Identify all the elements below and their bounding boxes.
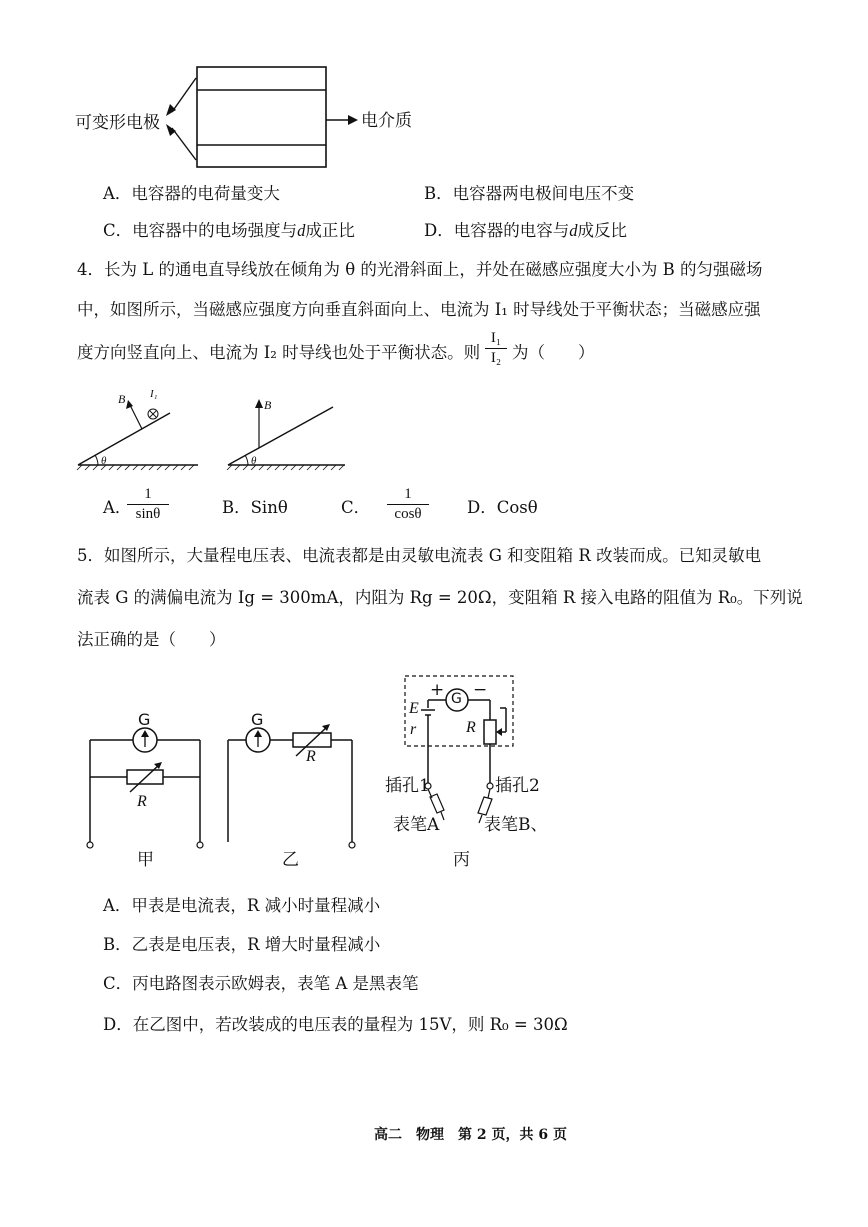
fig2-b-label: B [264, 398, 272, 412]
capacitor-figure [0, 0, 868, 170]
q3-option-a: A．电容器的电荷量变大 [103, 184, 280, 203]
q4-line-1: 4．长为 L 的通电直导线放在倾角为 θ 的光滑斜面上，并处在磁感应强度大小为 B 的匀强磁场 [77, 260, 763, 279]
fig1-b-label: B [118, 392, 126, 406]
q4-option-c-num: 1 [404, 486, 412, 502]
q3-option-c-suffix: 成正比 [305, 221, 355, 240]
q4-option-a-num: 1 [144, 486, 152, 502]
q4-option-c-fraction [387, 486, 429, 523]
jack-1-label: 插孔1 [385, 776, 430, 796]
fig-jia-g-label: G [138, 710, 151, 729]
q4-line-2: 中，如图所示，当磁感应强度方向垂直斜面向上、电流为 I₁ 时导线处于平衡状态；当磁感应强 [77, 300, 761, 319]
fig-bing-plus-label: + [430, 680, 445, 700]
fig1-i1-label: I₁ [150, 388, 158, 400]
q4-option-c-den: cosθ [394, 506, 422, 522]
fig-bing-caption: 丙 [453, 850, 470, 870]
fig-bing-r-label: R [466, 719, 476, 736]
fig1-theta-label: θ [101, 455, 107, 467]
q3-option-c-prefix: C．电容器中的电场强度与 [103, 221, 298, 240]
page-footer: 高二 物理 第 2 页，共 6 页 [374, 1127, 567, 1143]
fig-bing-r-internal-label: r [410, 721, 417, 738]
fig-bing-g-label: G [451, 691, 462, 707]
fig-bing-minus-label: − [473, 680, 488, 700]
q4-ratio-bar [485, 348, 507, 349]
q3-option-d-var: d [569, 221, 578, 240]
jack-2-label: 插孔2 [495, 776, 540, 796]
fig-yi-caption: 乙 [282, 850, 299, 870]
q4-line-3-end: 为（ ） [512, 343, 595, 362]
q4-line-3: 度方向竖直向上、电流为 I₂ 时导线也处于平衡状态。则 [77, 343, 481, 362]
probe-a-label: 表笔A [393, 815, 440, 835]
fig-yi-g-label: G [251, 710, 264, 729]
q4-option-b: B．Sinθ [222, 498, 288, 517]
q4-option-a-fraction [127, 486, 169, 523]
q3-option-c [103, 221, 355, 241]
q5-line-2: 流表 G 的满偏电流为 Ig = 300mA，内阻为 Rg = 20Ω，变阻箱 R 接入电路的阻值为 R₀。下列说 [77, 588, 803, 607]
q4-option-c-label: C． [341, 498, 371, 517]
incline-figures [0, 385, 868, 485]
electrode-label: 可变形电极 [75, 113, 160, 133]
fig-jia-caption: 甲 [137, 850, 154, 870]
q4-option-a-bar [127, 504, 169, 505]
fig-yi-r-label: R [306, 748, 316, 765]
q5-line-3: 法正确的是（ ） [77, 630, 226, 649]
fig2-theta-label: θ [251, 455, 257, 467]
q3-option-d [424, 221, 627, 241]
probe-b-label: 表笔B、 [484, 815, 548, 835]
q5-option-d: D．在乙图中，若改装成的电压表的量程为 15V，则 R₀ = 30Ω [103, 1015, 568, 1034]
q5-option-b: B．乙表是电压表，R 增大时量程减小 [103, 935, 381, 954]
fig-jia-r-label: R [137, 793, 147, 810]
q3-option-d-suffix: 成反比 [577, 221, 627, 240]
q4-option-d: D．Cosθ [467, 498, 538, 517]
q4-ratio-fraction [485, 330, 507, 367]
q3-option-c-var: d [297, 221, 306, 240]
q3-option-b: B．电容器两电极间电压不变 [424, 184, 635, 203]
q4-option-a-label: A． [103, 498, 132, 517]
fig-bing-e-label: E [409, 700, 419, 717]
q4-ratio-den: I₂ [490, 350, 502, 366]
q4-option-c-bar [387, 504, 429, 505]
q5-line-1: 5．如图所示，大量程电压表、电流表都是由灵敏电流表 G 和变阻箱 R 改装而成。已知灵敏电 [77, 546, 762, 565]
q5-option-c: C．丙电路图表示欧姆表，表笔 A 是黑表笔 [103, 974, 419, 993]
q3-option-d-prefix: D．电容器的电容与 [424, 221, 570, 240]
dielectric-label: 电介质 [361, 111, 412, 131]
q4-option-a-den: sinθ [135, 506, 161, 522]
q5-option-a: A．甲表是电流表，R 减小时量程减小 [103, 896, 381, 915]
q4-ratio-num: I₁ [490, 330, 502, 346]
